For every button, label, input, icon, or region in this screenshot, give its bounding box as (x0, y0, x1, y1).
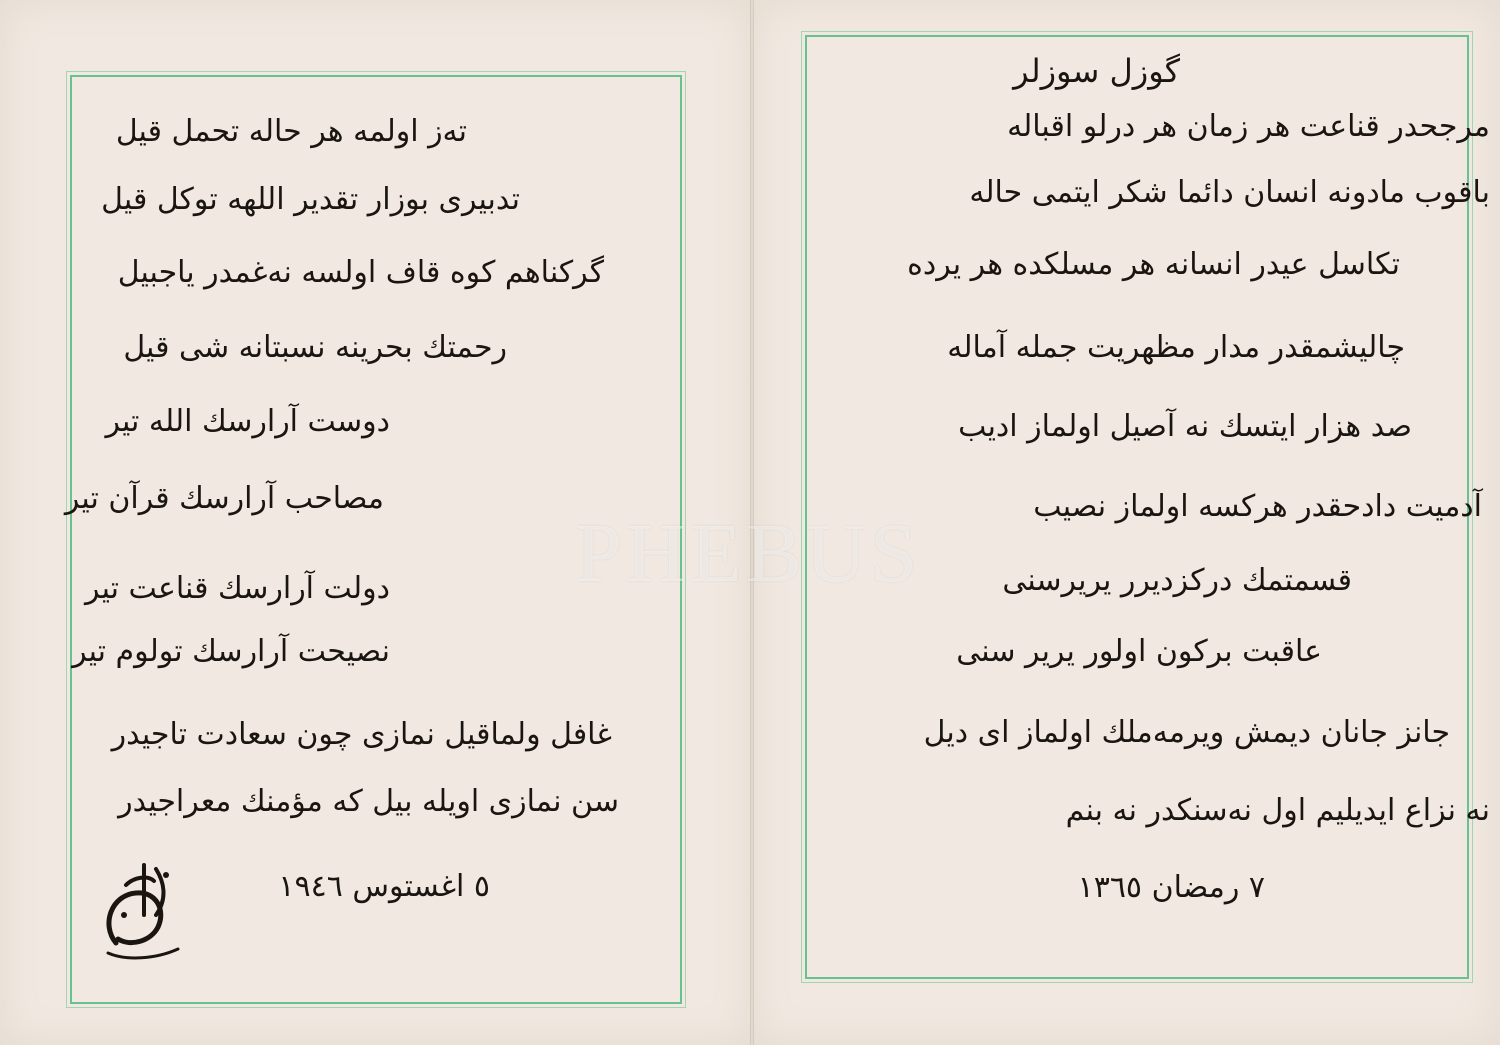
verse-line: قسمتمك درکزدیرر یریرسنی (1002, 563, 1352, 598)
watermark: PHEBUS (575, 507, 922, 600)
verse-line: تدبیری بوزار تقدیر اللهە توکل قیل (101, 182, 520, 217)
verse-line: آدمیت دادحقدر هرکسە اولماز نصیب (1033, 489, 1482, 524)
verse-line: جانز جانان دیمش ویرمەملك اولماز ای دیل (923, 715, 1450, 750)
verse-line: تەز اولمە هر حالە تحمل قیل (115, 114, 467, 149)
verse-line: عاقبت برکون اولور یریر سنی (956, 634, 1322, 669)
date-line: ٧ رمضان ١٣٦٥ (1077, 870, 1265, 905)
verse-line: چالیشمقدر مدار مظهریت جملە آمالە (947, 330, 1405, 365)
verse-line: نصیحت آرارسك تولوم تیر (72, 634, 390, 669)
verse-line: غافل ولماقیل نمازی چون سعادت تاجیدر (111, 717, 612, 752)
page-title: گوزل سوزلر (1013, 52, 1180, 90)
verse-line: گرکناهم کوه قاف اولسە نەغمدر یاجبیل (117, 255, 604, 290)
verse-line: مرجحدر قناعت هر زمان هر درلو اقبالە (1007, 109, 1490, 144)
verse-line: سن نمازی اویلە بیل کە مؤمنك معراجیدر (118, 784, 619, 819)
verse-line: تکاسل عیدر انسانە هر مسلکدە هر یردە (907, 247, 1400, 282)
verse-line: نە نزاع ایدیلیم اول نەسنکدر نە بنم (1065, 793, 1490, 828)
date-line: ٥ اغستوس ١٩٤٦ (278, 869, 490, 904)
verse-line: صد هزار ایتسك نە آصیل اولماز ادیب (958, 409, 1412, 444)
verse-line: باقوب مادونە انسان دائما شکر ایتمی حالە (969, 175, 1490, 210)
seal-stamp (96, 855, 188, 965)
verse-line: مصاحب آرارسك قرآن تیر (64, 481, 384, 516)
verse-line: رحمتك بحرینە نسبتانە شی قیل (123, 330, 507, 365)
verse-line: دولت آرارسك قناعت تیر (85, 571, 390, 606)
verse-line: دوست آرارسك الله تیر (105, 404, 390, 439)
